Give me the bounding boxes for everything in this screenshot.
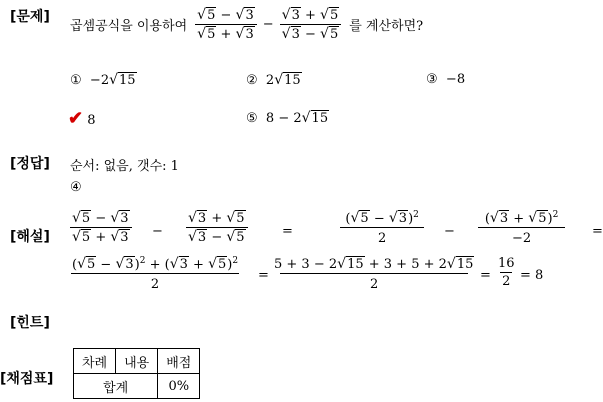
header-order: 차례 — [74, 349, 116, 374]
explanation-label: [해설] — [10, 229, 50, 245]
question-label: [문제] — [10, 9, 50, 25]
choice-2: ② 2√15 — [246, 72, 301, 88]
fraction-right: $\frac{√3 + √5}{√3 - √5}$ — [280, 7, 342, 42]
explanation-line-2: $\frac{(√5 - √3)^2 + (√3 + √5)^2}{2}$ = $\frac{5 + 3 - 2√15 + 3 + 5 + 2√15}{2}$ = $\frac{16}{2}$ = 8 — [72, 256, 544, 293]
question-suffix: 를 계산하면? — [349, 18, 424, 34]
table-row — [74, 374, 200, 399]
answer-label: [정답] — [10, 156, 50, 172]
scoring-label: [채점표] — [0, 371, 54, 387]
scoring-table — [73, 348, 200, 399]
check-mark-icon: ✔ — [68, 108, 84, 129]
total-value: 0% — [158, 374, 200, 399]
total-label: 합계 — [74, 374, 158, 399]
question-statement: 곱셈공식을 이용하여 $\frac{√5 - √3}{√5 + √3}$ − $\frac{√3 + √5}{√3 - √5}$ 를 계산하면? — [70, 6, 424, 42]
answer-line-2: ④ — [70, 180, 82, 195]
choice-3: ③ −8 — [426, 72, 466, 87]
question-intro: 곱셈공식을 이용하여 — [70, 18, 188, 34]
explanation-line-1: $\frac{√5 - √3}{√5 + √3}$ − $\frac{√3 + √5}{√3 - √5}$ = $\frac{(√5 - √3)^2}{2}$ − $\frac{(√3 + √5)^2}{-2}$ = — [72, 210, 603, 247]
table-row — [74, 349, 200, 374]
fraction-left: $\frac{√5 - √3}{√5 + √3}$ — [195, 7, 257, 42]
hint-label: [힌트] — [10, 315, 50, 331]
header-content: 내용 — [116, 349, 158, 374]
choice-5: ⑤ 8 − 2√15 — [246, 110, 329, 126]
header-points: 배점 — [158, 349, 200, 374]
answer-line-1: 순서: 없음, 갯수: 1 — [70, 159, 179, 174]
choice-4: ✔ 8 — [68, 108, 96, 129]
choice-1: ① −2√15 — [70, 72, 136, 88]
